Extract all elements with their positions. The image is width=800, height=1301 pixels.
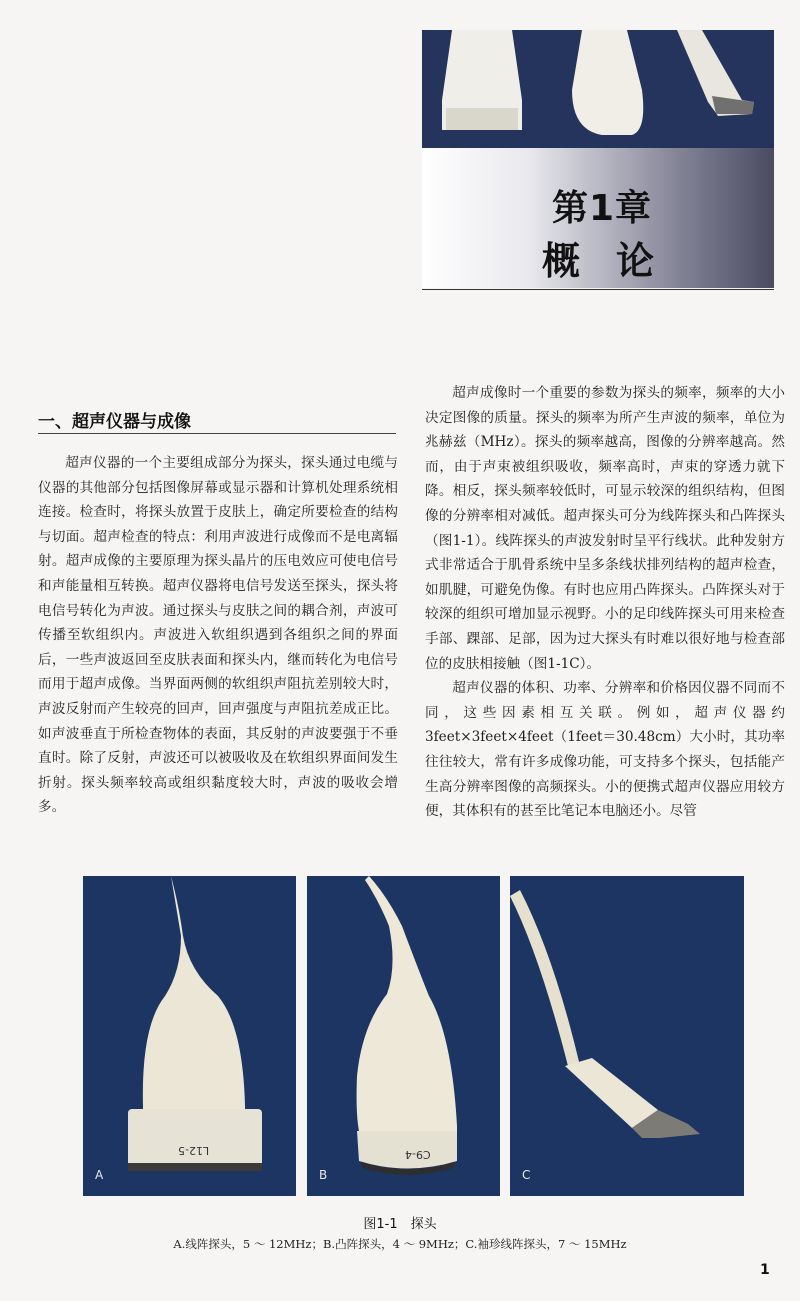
banner-linear-probe-head — [446, 108, 518, 130]
paragraph: 超声仪器的体积、功率、分辨率和价格因仪器不同而不同，这些因素相互关联。例如，超声仪器约3feet×3feet×4feet（1feet＝30.48cm）大小时，其功率往往较大，常有许多成像功能，可支持多个探头，包括能产生高分辨率图像的高频探头。小的便携式超声仪器应用较方便，其体积有的甚至比笔记本电脑还小。尽管 — [425, 680, 785, 820]
convex-probe-image — [307, 876, 500, 1196]
panel-letter: B — [319, 1168, 328, 1182]
figure-panel-c — [510, 876, 744, 1196]
probe-body — [143, 876, 245, 1116]
figure-panel-a — [83, 876, 296, 1196]
probe-cable — [510, 890, 580, 1066]
banner-probe-photo — [422, 30, 774, 148]
header-rule — [422, 289, 774, 290]
panel-letter: A — [95, 1168, 104, 1182]
panel-letter: C — [522, 1168, 531, 1182]
probe-body — [565, 1058, 658, 1128]
right-column — [425, 381, 785, 824]
paragraph: 超声仪器的一个主要组成部分为探头，探头通过电缆与仪器的其他部分包括图像屏幕或显示器和计算机处理系统相连接。检查时，将探头放置于皮肤上，确定所要检查的结构与切面。超声检查的特点：利用声波进行成像而不是电离辐射。超声成像的主要原理为探头晶片的压电效应可使电信号和声能量相互转换。超声仪器将电信号发送至探头，探头将电信号转化为声波。通过探头与皮肤之间的耦合剂，声波可传播至软组织内。声波进入软组织遇到各组织之间的界面后，一些声波返回至皮肤表面和探头内，继而转化为电信号而用于超声成像。当界面两侧的软组织声阻抗差别较大时，声波反射而产生较亮的回声，回声强度与声阻抗差成正比。如声波垂直于所检查物体的表面，其反射的声波要强于不垂直时。除了反射，声波还可以被吸收及在软组织界面间发生折射。探头频率较高或组织黏度较大时，声波的吸收会增多。 — [38, 455, 398, 816]
banner-probes-illustration — [422, 30, 774, 148]
chapter-title: 概论 — [542, 239, 691, 283]
figure-subcaption: A.线阵探头，5 ～ 12MHz；B.凸阵探头，4 ～ 9MHz；C.袖珍线阵探头，7 ～ 15MHz — [173, 1237, 627, 1251]
paragraph: 超声成像时一个重要的参数为探头的频率，频率的大小决定图像的质量。探头的频率为所产生声波的频率，单位为兆赫兹（MHz）。探头的频率越高，图像的分辨率越高。然而，由于声束被组织吸收，频率高时，声束的穿透力就下降。相反，探头频率较低时，可显示较深的组织结构，但图像的分辨率相对减低。超声探头可分为线阵探头和凸阵探头（图1-1）。线阵探头的声波发射时呈平行线状。此种发射方式非常适合于肌骨系统中呈多条线状排列结构的超声检查，如肌腱，可避免伪像。有时也应用凸阵探头。凸阵探头对于较深的组织可增加显示视野。小的足印线阵探头可用来检查手部、踝部、足部，因为过大探头有时难以很好地与检查部位的皮肤相接触（图1-1C）。 — [425, 385, 785, 672]
page-number: 1 — [760, 1262, 770, 1278]
section-rule — [38, 433, 396, 434]
probe-model-label: L12-5 — [178, 1144, 210, 1157]
chapter-banner — [422, 30, 774, 288]
probe-head — [128, 1109, 262, 1167]
probe-footprint — [128, 1163, 262, 1171]
probe-model-label: C9-4 — [405, 1148, 431, 1161]
hockey-stick-probe-image — [510, 876, 744, 1196]
chapter-number: 第1章 — [552, 188, 653, 229]
left-column — [38, 451, 398, 820]
section-heading: 一、超声仪器与成像 — [38, 412, 191, 432]
figure-panel-b — [307, 876, 500, 1196]
banner-convex-probe — [572, 30, 643, 135]
probe-body — [357, 876, 457, 1141]
figure-caption: 图1-1 探头 — [363, 1217, 437, 1232]
